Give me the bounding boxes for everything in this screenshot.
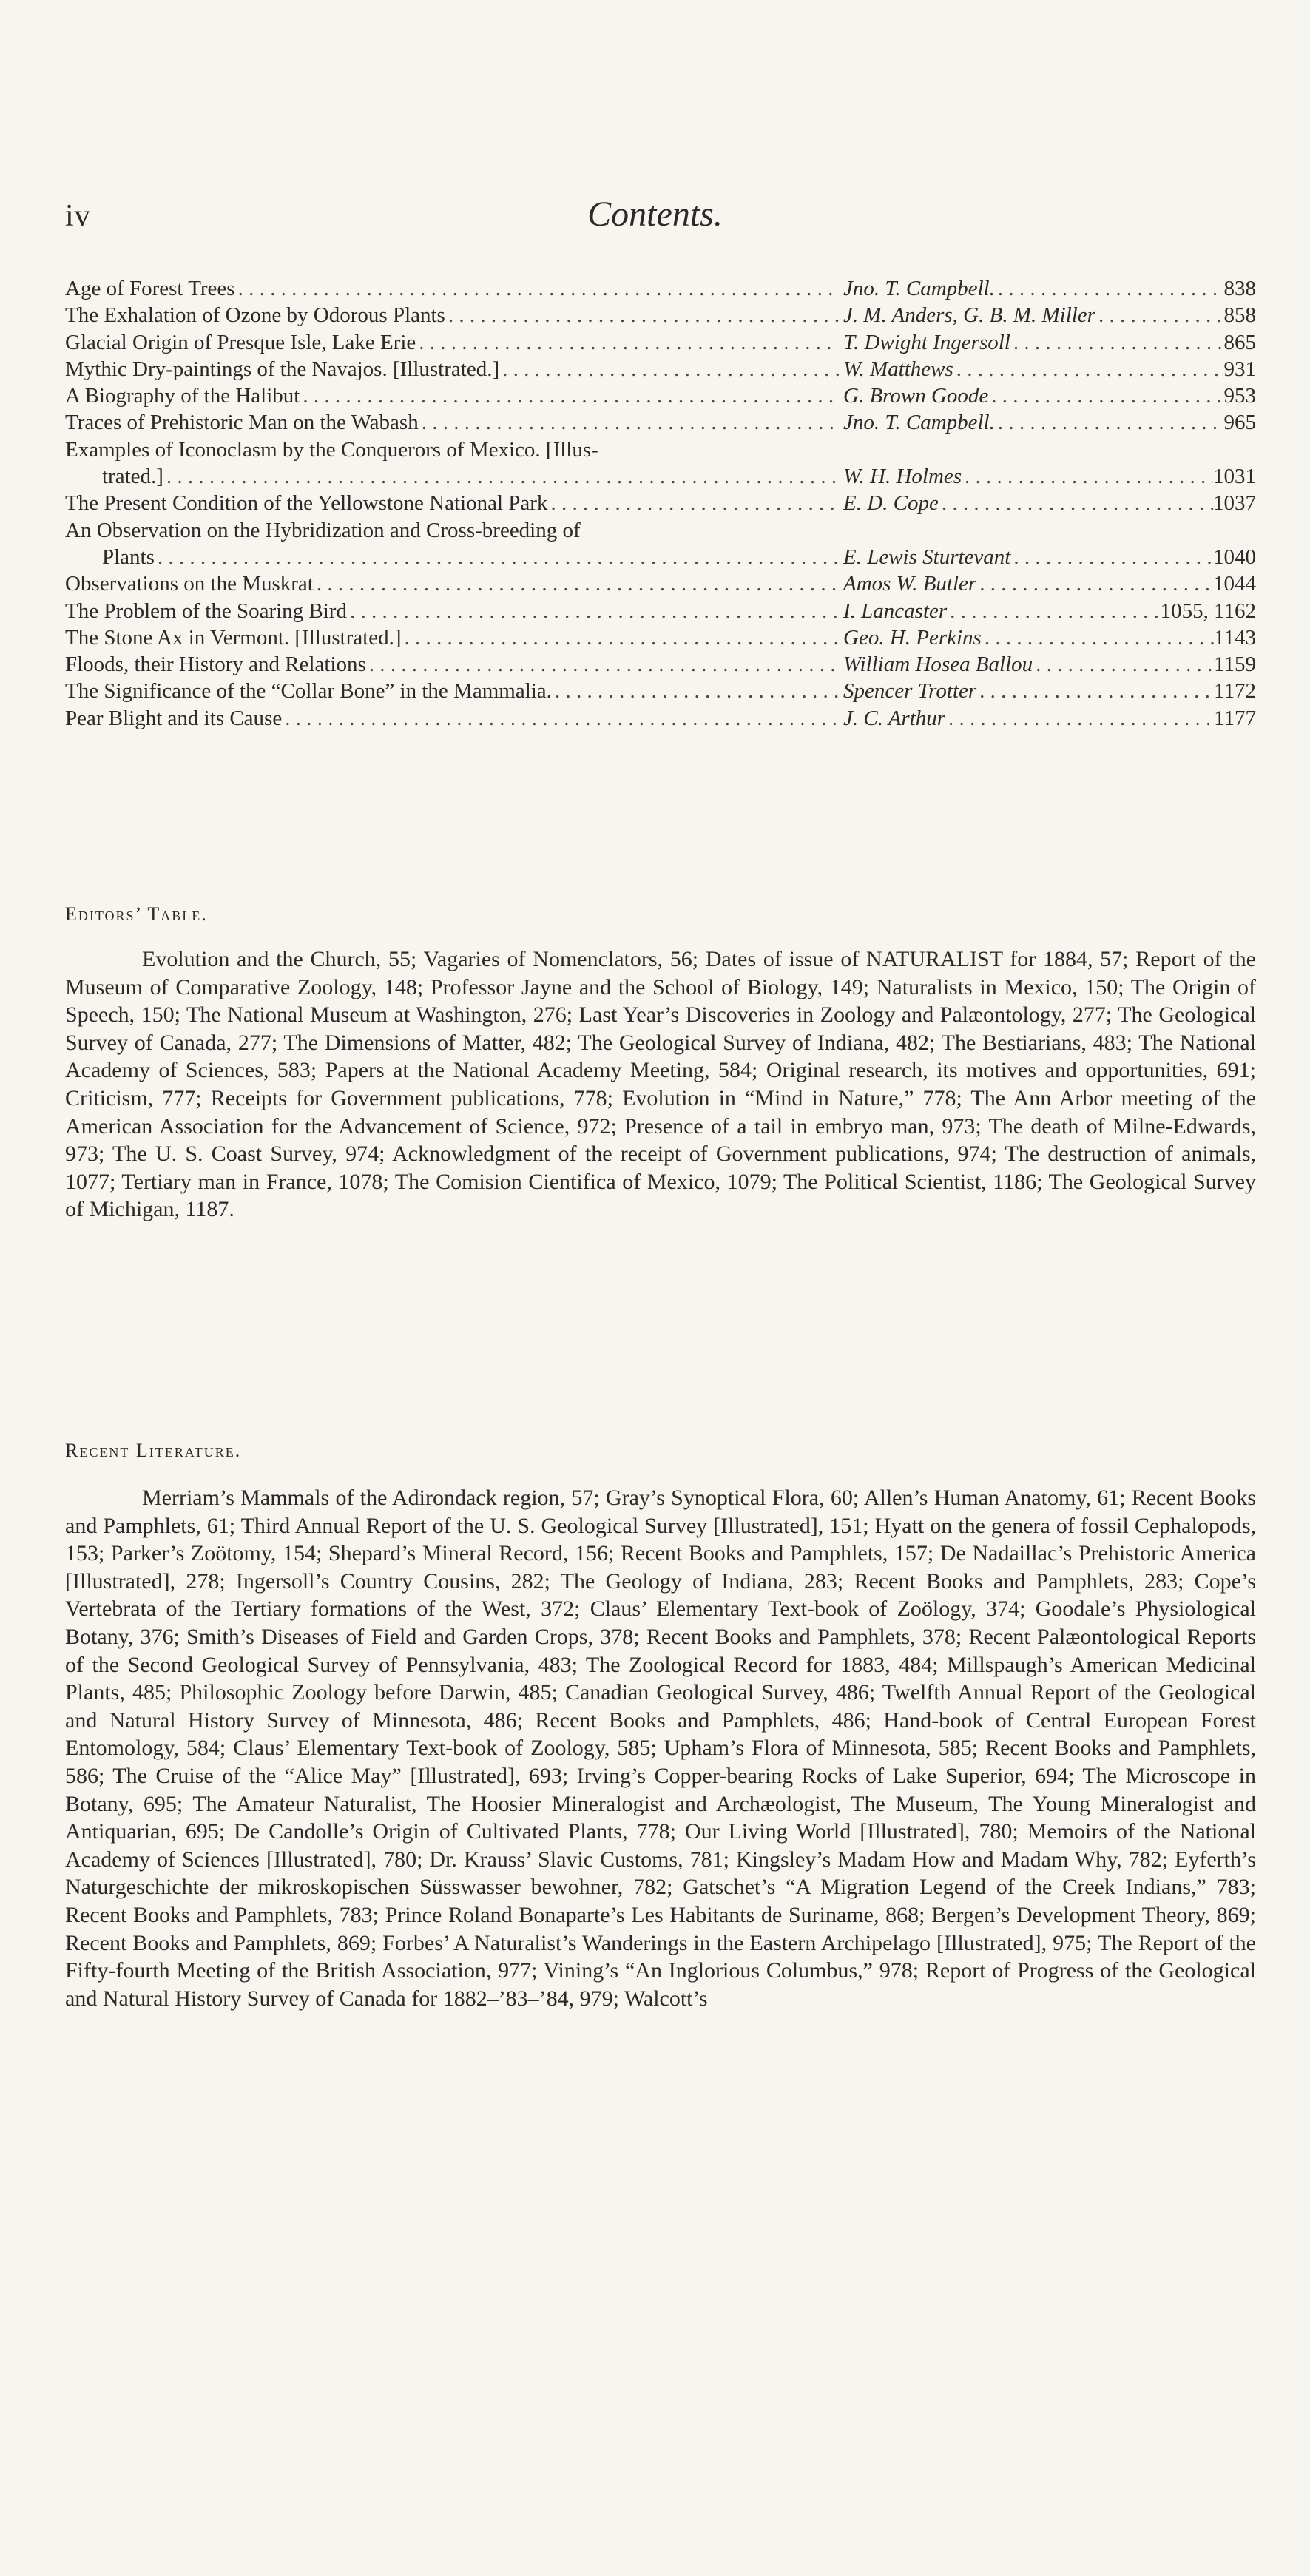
toc-author: Jno. T. Campbell. [843,277,995,300]
toc-page-number: 1037 [1213,491,1256,516]
toc-author: I. Lancaster [843,599,948,623]
toc-title: Observations on the Muskrat [65,572,314,596]
toc-entry [65,329,1256,356]
toc-title: The Exhalation of Ozone by Odorous Plants [65,303,445,328]
toc-page-number: 858 [1223,303,1256,328]
toc-dot-leader [995,409,1224,436]
toc-entry [65,275,1256,302]
toc-entry [65,463,1256,490]
toc-entry [65,598,1256,624]
toc-entry [65,705,1256,732]
toc-dot-leader [155,544,839,570]
toc-dot-leader [366,651,839,678]
toc-title: The Present Condition of the Yellowstone National Park [65,491,548,516]
toc-dot-leader [962,463,1213,490]
toc-dot-leader [1095,302,1224,328]
toc-page-number: 1040 [1213,544,1256,569]
toc-author: J. M. Anders, G. B. M. Miller [843,303,1095,328]
toc-author: W. Matthews [843,357,953,381]
toc-dot-leader [945,705,1214,732]
editors-table-text: Evolution and the Church, 55; Vagaries of Nomenclators, 56; Dates of issue of NATURALIST for 1884, 57; Report of the Museum of Comparative Zoology, 148; Professor Jayne and the School of Biology, 149; Naturalists in Mexico, 150; The Origin of Speech, 150; The National Museum at Washington, 276; Last Year’s Discoveries in Zoology and Palæontology, 277; The Geological Survey of Canada, 277; The Dimensions of Matter, 482; The Geological Survey of Indiana, 482; The Bestiarians, 483; The National Academy of Sciences, 583; Papers at the National Academy Meeting, 584; Original research, its motives and opportunities, 691; Criticism, 777; Receipts for Government publications, 778; Evolution in “Mind in Nature,” 778; The Ann Arbor meeting of the American Association for the Advancement of Science, 972; Presence of a tail in embryo man, 973; The death of Milne-Edwards, 973; The U. S. Coast Survey, 974; Acknowledgment of the receipt of Government publications, 974; The destruction of animals, 1077; Tertiary man in France, 1078; The Comision Cientifica of Mexico, 1079; The Political Scientist, 1186; The Geological Survey of Michigan, 1187. [65,947,1256,1222]
toc-dot-leader [419,409,839,436]
table-of-contents [65,275,1256,732]
toc-page-number: 1031 [1213,465,1256,489]
toc-title: Plants [102,544,155,569]
editors-table-heading: Editors’ Table. [65,903,208,925]
toc-dot-leader [163,463,839,490]
running-title: Contents. [587,195,723,234]
toc-author: Amos W. Butler [843,572,977,596]
toc-title: Age of Forest Trees [65,277,235,300]
page-number: iv [65,199,91,233]
toc-dot-leader [976,570,1213,597]
toc-page-number: 953 [1223,384,1256,408]
toc-page-number: 1159 [1214,653,1256,677]
recent-literature-text: Merriam’s Mammals of the Adirondack region, 57; Gray’s Synoptical Flora, 60; Allen’s Human Anatomy, 61; Recent Books and Pamphlets, 61; Third Annual Report of the U. S. Geological Survey [Illustrated], 151; Hyatt on the genera of fossil Cephalopods, 153; Parker’s Zoötomy, 154; Shepard’s Mineral Record, 156; Recent Books and Pamphlets, 157; De Nadaillac’s Prehistoric America [Illustrated], 278; Ingersoll’s Country Cousins, 282; The Geology of Indiana, 283; Recent Books and Pamphlets, 283; Cope’s Vertebrata of the Tertiary formations of the West, 372; Claus’ Elementary Text-book of Zoölogy, 374; Goodale’s Physiological Botany, 376; Smith’s Diseases of Field and Garden Crops, 378; Recent Books and Pamphlets, 378; Recent Palæontological Reports of the Second Geological Survey of Pennsylvania, 483; The Zoological Record for 1883, 484; Millspaugh’s American Medicinal Plants, 485; Philosophic Zoology before Darwin, 485; Canadian Geological Survey, 486; Twelfth Annual Report of the Geological and Natural History Survey of Minnesota, 486; Recent Books and Pamphlets, 486; Hand-book of Central European Forest Entomology, 584; Claus’ Elementary Text-book of Zoology, 585; Upham’s Flora of Minnesota, 585; Recent Books and Pamphlets, 586; The Cruise of the “Alice May” [Illustrated], 693; Irving’s Copper-bearing Rocks of Lake Superior, 694; The Microscope in Botany, 695; The Amateur Naturalist, The Hoosier Mineralogist and Archæologist, The Museum, The Young Mineralogist and Antiquarian, 695; De Candolle’s Origin of Cultivated Plants, 778; Our Living World [Illustrated], 780; Memoirs of the National Academy of Sciences [Illustrated], 780; Dr. Krauss’ Slavic Customs, 781; Kingsley’s Madam How and Madam Why, 782; Eyferth’s Naturgeschichte der mikroskopischen Süsswasser bewohner, 782; Gatschet’s “A Migration Legend of the Creek Indians,” 783; Recent Books and Pamphlets, 783; Prince Roland Bonaparte’s Les Habitants de Suriname, 868; Bergen’s Development Theory, 869; Recent Books and Pamphlets, 869; Forbes’ A Naturalist’s Wanderings in the Eastern Archipelago [Illustrated], 975; The Report of the Fifty-fourth Meeting of the British Association, 977; Vining’s “An Inglorious Columbus,” 978; Report of Progress of the Geological and Natural History Survey of Canada for 1882–’83–’84, 979; Walcott’s [65,1486,1256,2011]
toc-title: Mythic Dry-paintings of the Navajos. [Illustrated.] [65,357,500,381]
toc-dot-leader [988,382,1223,409]
toc-entry [65,382,1256,409]
toc-title: Floods, their History and Relations [65,653,366,677]
toc-dot-leader [402,624,839,651]
toc-page-number: 965 [1223,411,1256,435]
toc-title: An Observation on the Hybridization and Cross-breeding of [65,518,581,542]
toc-page-number: 838 [1223,277,1256,300]
toc-dot-leader [300,382,839,409]
toc-author: J. C. Arthur [843,706,946,730]
toc-author: Spencer Trotter [843,679,977,704]
toc-title: The Stone Ax in Vermont. [Illustrated.] [65,625,402,650]
toc-author: E. Lewis Sturtevant [843,544,1011,569]
toc-dot-leader [499,356,839,382]
toc-title: trated.] [102,465,163,489]
toc-dot-leader [552,678,839,704]
toc-author: William Hosea Ballou [843,653,1033,677]
toc-page-number: 931 [1223,357,1256,381]
toc-dot-leader [953,356,1224,382]
toc-dot-leader [445,302,839,328]
toc-dot-leader [1010,329,1224,356]
toc-title: The Significance of the “Collar Bone” in the Mammalia. [65,679,552,704]
toc-entry [65,570,1256,597]
toc-entry [65,302,1256,328]
toc-dot-leader [947,598,1160,624]
toc-page-number: 865 [1223,330,1256,354]
toc-dot-leader [976,678,1214,704]
toc-entry [65,544,1256,570]
toc-page-number: 1172 [1214,679,1256,704]
toc-author: T. Dwight Ingersoll [843,330,1010,354]
toc-entry-title-line [65,436,1256,463]
toc-page-number: 1055, 1162 [1160,599,1256,623]
toc-entry [65,356,1256,382]
toc-dot-leader [1010,544,1213,570]
toc-page-number: 1044 [1213,572,1256,596]
toc-dot-leader [282,705,839,732]
recent-literature-heading: Recent Literature. [65,1440,242,1461]
toc-title: Pear Blight and its Cause [65,706,283,730]
toc-dot-leader [347,598,839,624]
toc-entry-title-line [65,517,1256,544]
toc-dot-leader [982,624,1214,651]
toc-entry [65,409,1256,436]
toc-title: Glacial Origin of Presque Isle, Lake Erie [65,330,416,354]
toc-author: Jno. T. Campbell. [843,411,995,435]
toc-dot-leader [1033,651,1214,678]
toc-page-number: 1177 [1214,706,1256,730]
toc-entry [65,651,1256,678]
toc-page-number: 1143 [1214,625,1256,650]
toc-title: A Biography of the Halibut [65,384,300,408]
toc-author: G. Brown Goode [843,384,989,408]
toc-title: The Problem of the Soaring Bird [65,599,347,623]
toc-dot-leader [416,329,839,356]
toc-author: W. H. Holmes [843,465,962,489]
toc-title: Examples of Iconoclasm by the Conquerors of Mexico. [Illus- [65,437,598,462]
toc-entry [65,624,1256,651]
toc-title: Traces of Prehistoric Man on the Wabash [65,411,419,435]
toc-dot-leader [547,490,839,516]
toc-dot-leader [235,275,839,302]
toc-author: Geo. H. Perkins [843,625,982,650]
toc-entry [65,490,1256,516]
toc-entry [65,678,1256,704]
toc-dot-leader [939,490,1213,516]
toc-dot-leader [995,275,1224,302]
toc-author: E. D. Cope [843,491,939,516]
toc-dot-leader [314,570,839,597]
